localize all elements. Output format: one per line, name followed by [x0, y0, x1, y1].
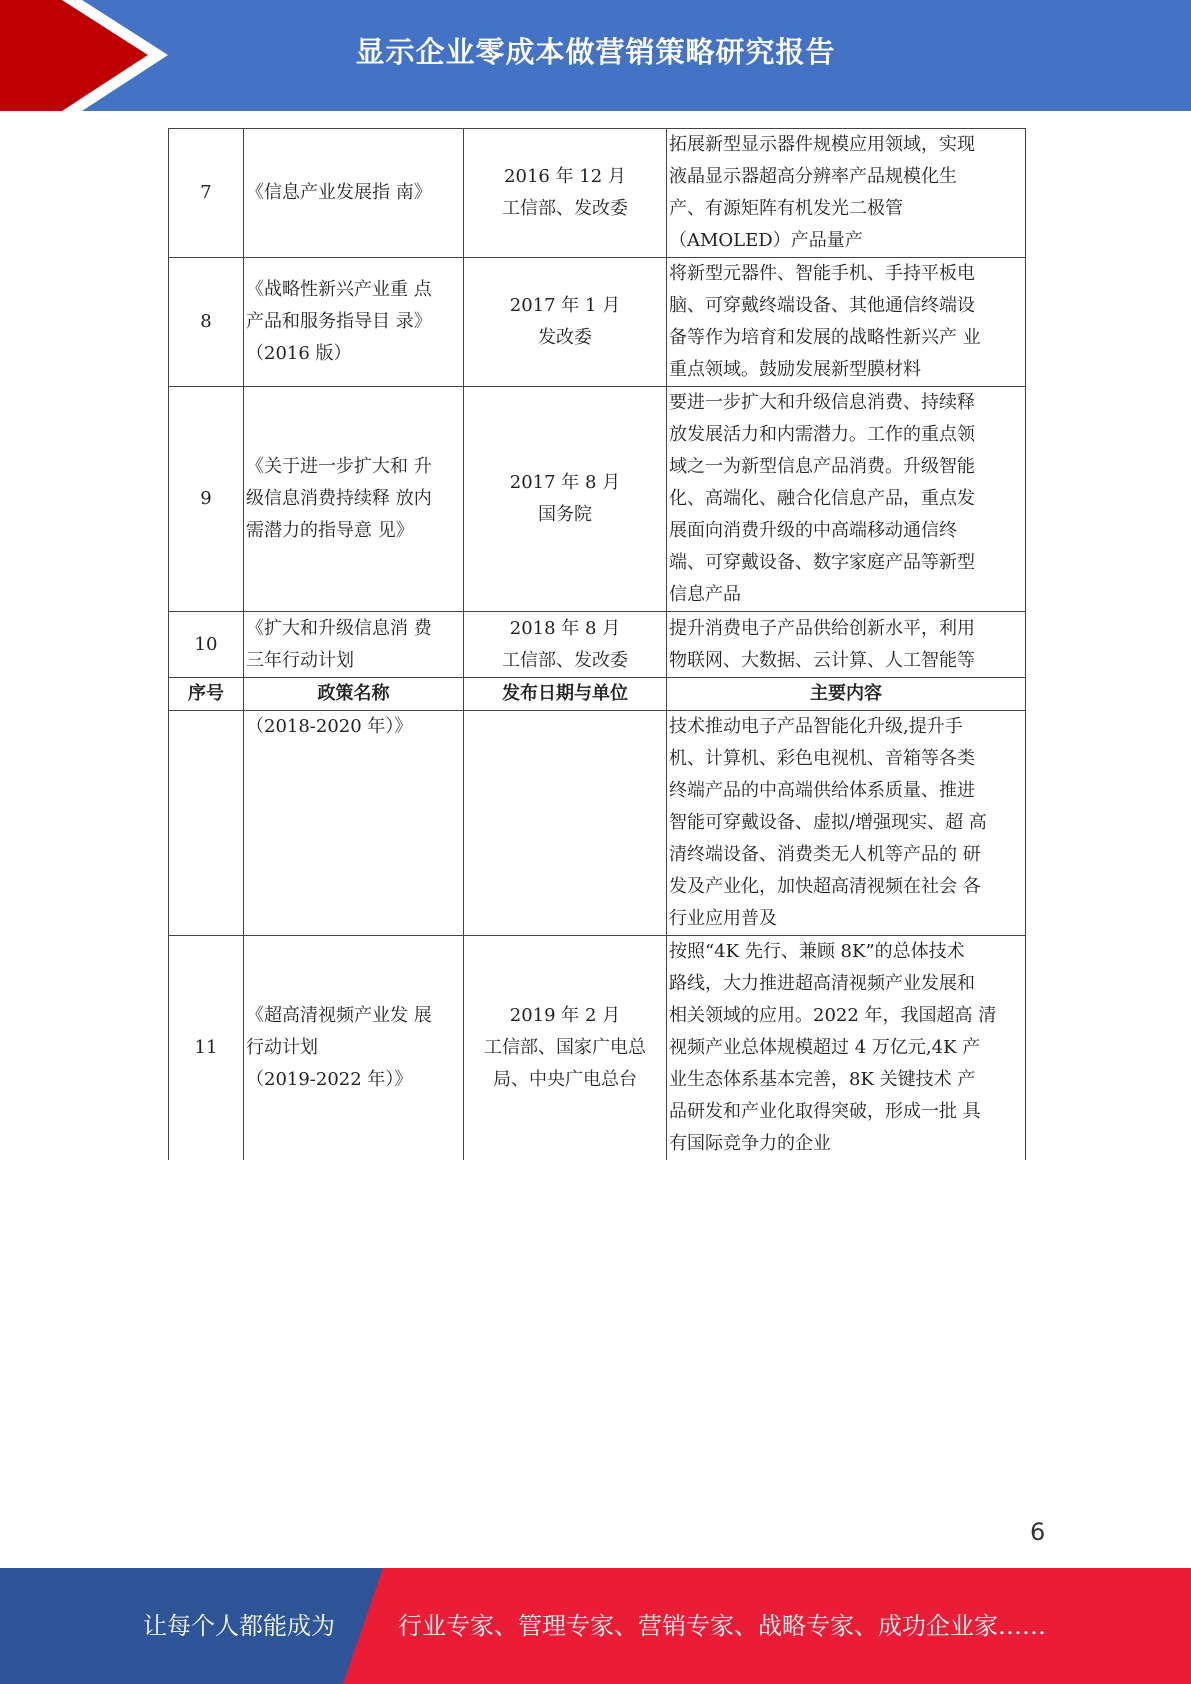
main-content: 将新型元器件、智能手机、手持平板电 脑、可穿戴终端设备、其他通信终端设 备等作为培育和发展的战略性新兴产 业 重点领域。鼓励发展新型膜材料 [667, 258, 1026, 387]
header-no: 序号 [169, 678, 244, 711]
row-number: 9 [169, 387, 244, 612]
policy-name: 《超高清视频产业发 展 行动计划 （2019-2022 年）》 [244, 936, 464, 1161]
release-date-unit [464, 711, 667, 936]
table-row [169, 936, 1026, 1161]
report-title: 显示企业零成本做营销策略研究报告 [355, 34, 836, 69]
row-number: 11 [169, 936, 244, 1161]
release-date-unit: 2019 年 2 月 工信部、国家广电总 局、中央广电总台 [464, 936, 667, 1161]
page-header [0, 0, 1191, 111]
row-number: 10 [169, 612, 244, 678]
header-content: 主要内容 [667, 678, 1026, 711]
table-row [169, 612, 1026, 678]
footer-slogan-left: 让每个人都能成为 [143, 1612, 335, 1640]
header-name: 政策名称 [244, 678, 464, 711]
header-date: 发布日期与单位 [464, 678, 667, 711]
release-date-unit: 2017 年 1 月 发改委 [464, 258, 667, 387]
main-content: 技术推动电子产品智能化升级,提升手 机、计算机、彩色电视机、音箱等各类 终端产品的中高端供给体系质量、推进 智能可穿戴设备、虚拟/增强现实、超 高 清终端设备、消费类无人机等产品的 研 发及产业化，加快超高清视频在社会 各 行业应用普及 [667, 711, 1026, 936]
main-content: 提升消费电子产品供给创新水平，利用 物联网、大数据、云计算、人工智能等 [667, 612, 1026, 678]
page-footer [0, 1568, 1191, 1684]
release-date-unit: 2016 年 12 月 工信部、发改委 [464, 129, 667, 258]
main-content: 要进一步扩大和升级信息消费、持续释 放发展活力和内需潜力。工作的重点领 域之一为新型信息产品消费。升级智能 化、高端化、融合化信息产品，重点发 展面向消费升级的中高端移动通信终 端、可穿戴设备、数字家庭产品等新型 信息产品 [667, 387, 1026, 612]
row-number: 8 [169, 258, 244, 387]
table-row [169, 387, 1026, 612]
policy-name: 《信息产业发展指 南》 [244, 129, 464, 258]
policy-name: （2018-2020 年）》 [244, 711, 464, 936]
main-content: 拓展新型显示器件规模应用领域，实现 液晶显示器超高分辨率产品规模化生 产、有源矩阵有机发光二极管 （AMOLED）产品量产 [667, 129, 1026, 258]
policy-name: 《关于进一步扩大和 升 级信息消费持续释 放内 需潜力的指导意 见》 [244, 387, 464, 612]
table-row [169, 129, 1026, 258]
table-row [169, 711, 1026, 936]
table-header-row [169, 678, 1026, 711]
policy-name: 《扩大和升级信息消 费 三年行动计划 [244, 612, 464, 678]
main-content: 按照“4K 先行、兼顾 8K”的总体技术 路线，大力推进超高清视频产业发展和 相关领域的应用。2022 年，我国超高 清 视频产业总体规模超过 4 万亿元,4K 产 业生态体系基本完善，8K 关键技术 产 品研发和产业化取得突破，形成一批 具 有国际竞争力的企业 [667, 936, 1026, 1161]
release-date-unit: 2018 年 8 月 工信部、发改委 [464, 612, 667, 678]
release-date-unit: 2017 年 8 月 国务院 [464, 387, 667, 612]
page-number: 6 [1030, 1518, 1046, 1546]
footer-slogan-right: 行业专家、管理专家、营销专家、战略专家、成功企业家…… [398, 1612, 1046, 1640]
row-number [169, 711, 244, 936]
row-number: 7 [169, 129, 244, 258]
policy-name: 《战略性新兴产业重 点 产品和服务指导目 录》 （2016 版） [244, 258, 464, 387]
table-row [169, 258, 1026, 387]
policy-table [168, 128, 1026, 1160]
